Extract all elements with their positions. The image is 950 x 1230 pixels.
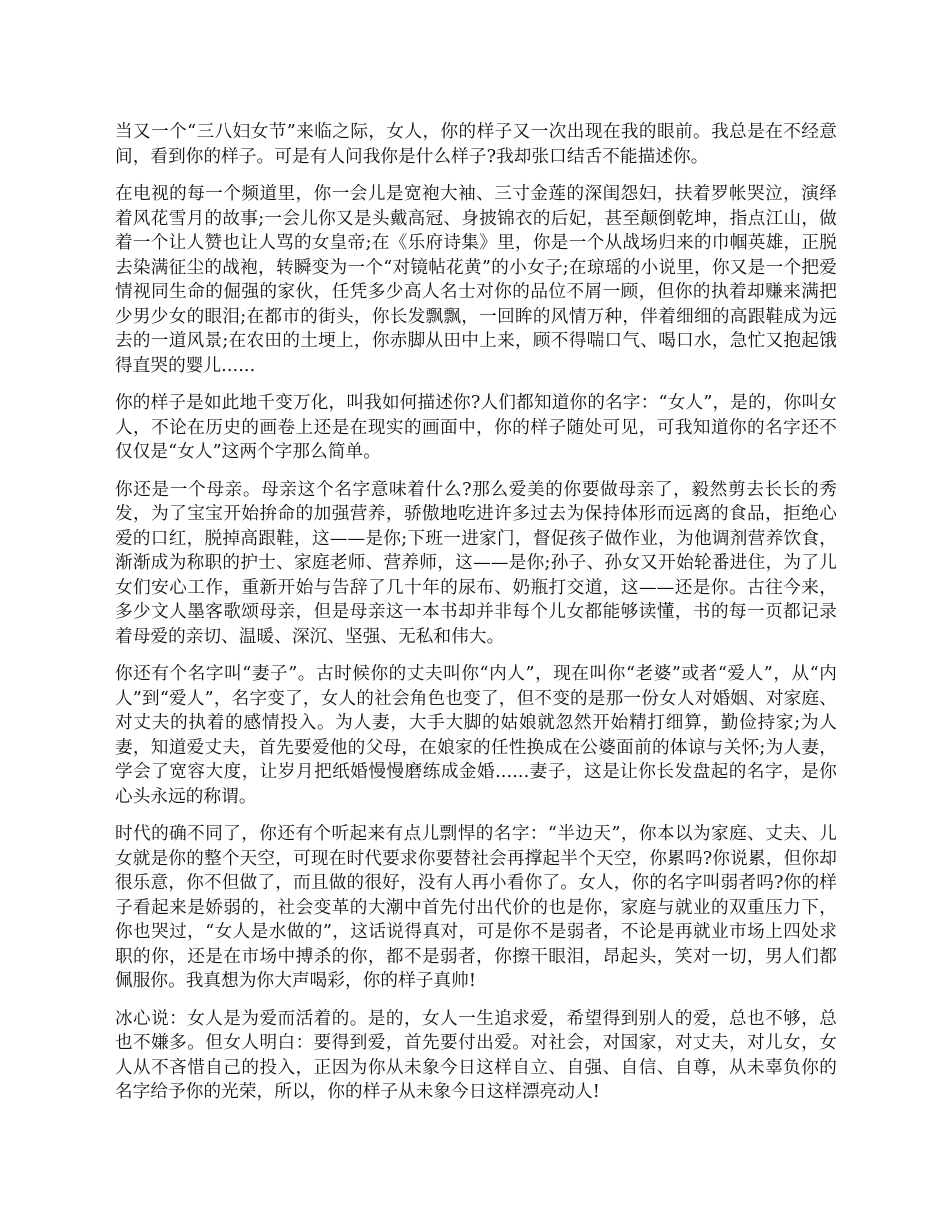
paragraph-3: 你的样子是如此地千变万化，叫我如何描述你?人们都知道你的名字：“女人”，是的，你叫女人，不论在历史的画卷上还是在现实的画面中，你的样子随处可见，可我知道你的名字还不仅仅是“女人”这两个字那么简单。: [115, 393, 837, 462]
paragraph-2: 在电视的每一个频道里，你一会儿是宽袍大袖、三寸金莲的深闺怨妇，扶着罗帐哭泣，演绎着风花雪月的故事;一会儿你又是头戴高冠、身披锦衣的后妃，甚至颠倒乾坤，指点江山，做着一个让人赞也让人骂的女皇帝;在《乐府诗集》里，你是一个从战场归来的巾帼英雄，正脱去染满征尘的战袍，转瞬变为一个“对镜帖花黄”的小女子;在琼瑶的小说里，你又是一个把爱情视同生命的倔强的家伙，任凭多少高人名士对你的品位不屑一顾，但你的执着却赚来满把少男少女的眼泪;在都市的街头，你长发飘飘，一回眸的风情万种，伴着细细的高跟鞋成为远去的一道风景;在农田的土埂上，你赤脚从田中上来，顾不得喘口气、喝口水，急忙又抱起饿得直哭的婴儿......: [115, 184, 837, 376]
paragraph-5: 你还有个名字叫“妻子”。古时候你的丈夫叫你“内人”，现在叫你“老婆”或者“爱人”，从“内人”到“爱人”，名字变了，女人的社会角色也变了，但不变的是那一份女人对婚姻、对家庭、对丈夫的执着的感情投入。为人妻，大手大脚的姑娘就忽然开始精打细算，勤俭持家;为人妻，知道爱丈夫，首先要爱他的父母，在娘家的任性换成在公婆面前的体谅与关怀;为人妻，学会了宽容大度，让岁月把纸婚慢慢磨练成金婚......妻子，这是让你长发盘起的名字，是你心头永远的称谓。: [115, 664, 837, 807]
document-body: [115, 120, 837, 1118]
paragraph-6: 时代的确不同了，你还有个听起来有点儿剽悍的名字：“半边天”，你本以为家庭、丈夫、儿女就是你的整个天空，可现在时代要求你要替社会再撑起半个天空，你累吗?你说累，但你却很乐意，你不但做了，而且做的很好，没有人再小看你了。女人，你的名字叫弱者吗?你的样子看起来是娇弱的，社会变革的大潮中首先付出代价的也是你，家庭与就业的双重压力下，你也哭过，“女人是水做的”，这话说得真对，可是你不是弱者，不论是再就业市场上四处求职的你，还是在市场中搏杀的你，都不是弱者，你擦干眼泪，昂起头，笑对一切，男人们都佩服你。我真想为你大声喝彩，你的样子真帅!: [115, 824, 837, 991]
paragraph-1: 当又一个“三八妇女节”来临之际，女人，你的样子又一次出现在我的眼前。我总是在不经意间，看到你的样子。可是有人问我你是什么样子?我却张口结舌不能描述你。: [115, 122, 837, 167]
paragraph-7: 冰心说：女人是为爱而活着的。是的，女人一生追求爱，希望得到别人的爱，总也不够，总也不嫌多。但女人明白：要得到爱，首先要付出爱。对社会，对国家，对丈夫，对儿女，女人从不吝惜自己的投入，正因为你从未象今日这样自立、自强、自信、自尊，从未辜负你的名字给予你的光荣，所以，你的样子从未象今日这样漂亮动人!: [115, 1008, 837, 1102]
paragraph-4: 你还是一个母亲。母亲这个名字意味着什么?那么爱美的你要做母亲了，毅然剪去长长的秀发，为了宝宝开始拚命的加强营养，骄傲地吃进许多过去为保持体形而远离的食品，拒绝心爱的口红，脱掉高跟鞋，这——是你;下班一进家门，督促孩子做作业，为他调剂营养饮食，渐渐成为称职的护士、家庭老师、营养师，这——是你;孙子、孙女又开始轮番进住，为了儿女们安心工作，重新开始与告辞了几十年的尿布、奶瓶打交道，这——还是你。古往今来，多少文人墨客歌颂母亲，但是母亲这一本书却并非每个儿女都能够读懂，书的每一页都记录着母爱的亲切、温暖、深沉、坚强、无私和伟大。: [115, 479, 837, 647]
